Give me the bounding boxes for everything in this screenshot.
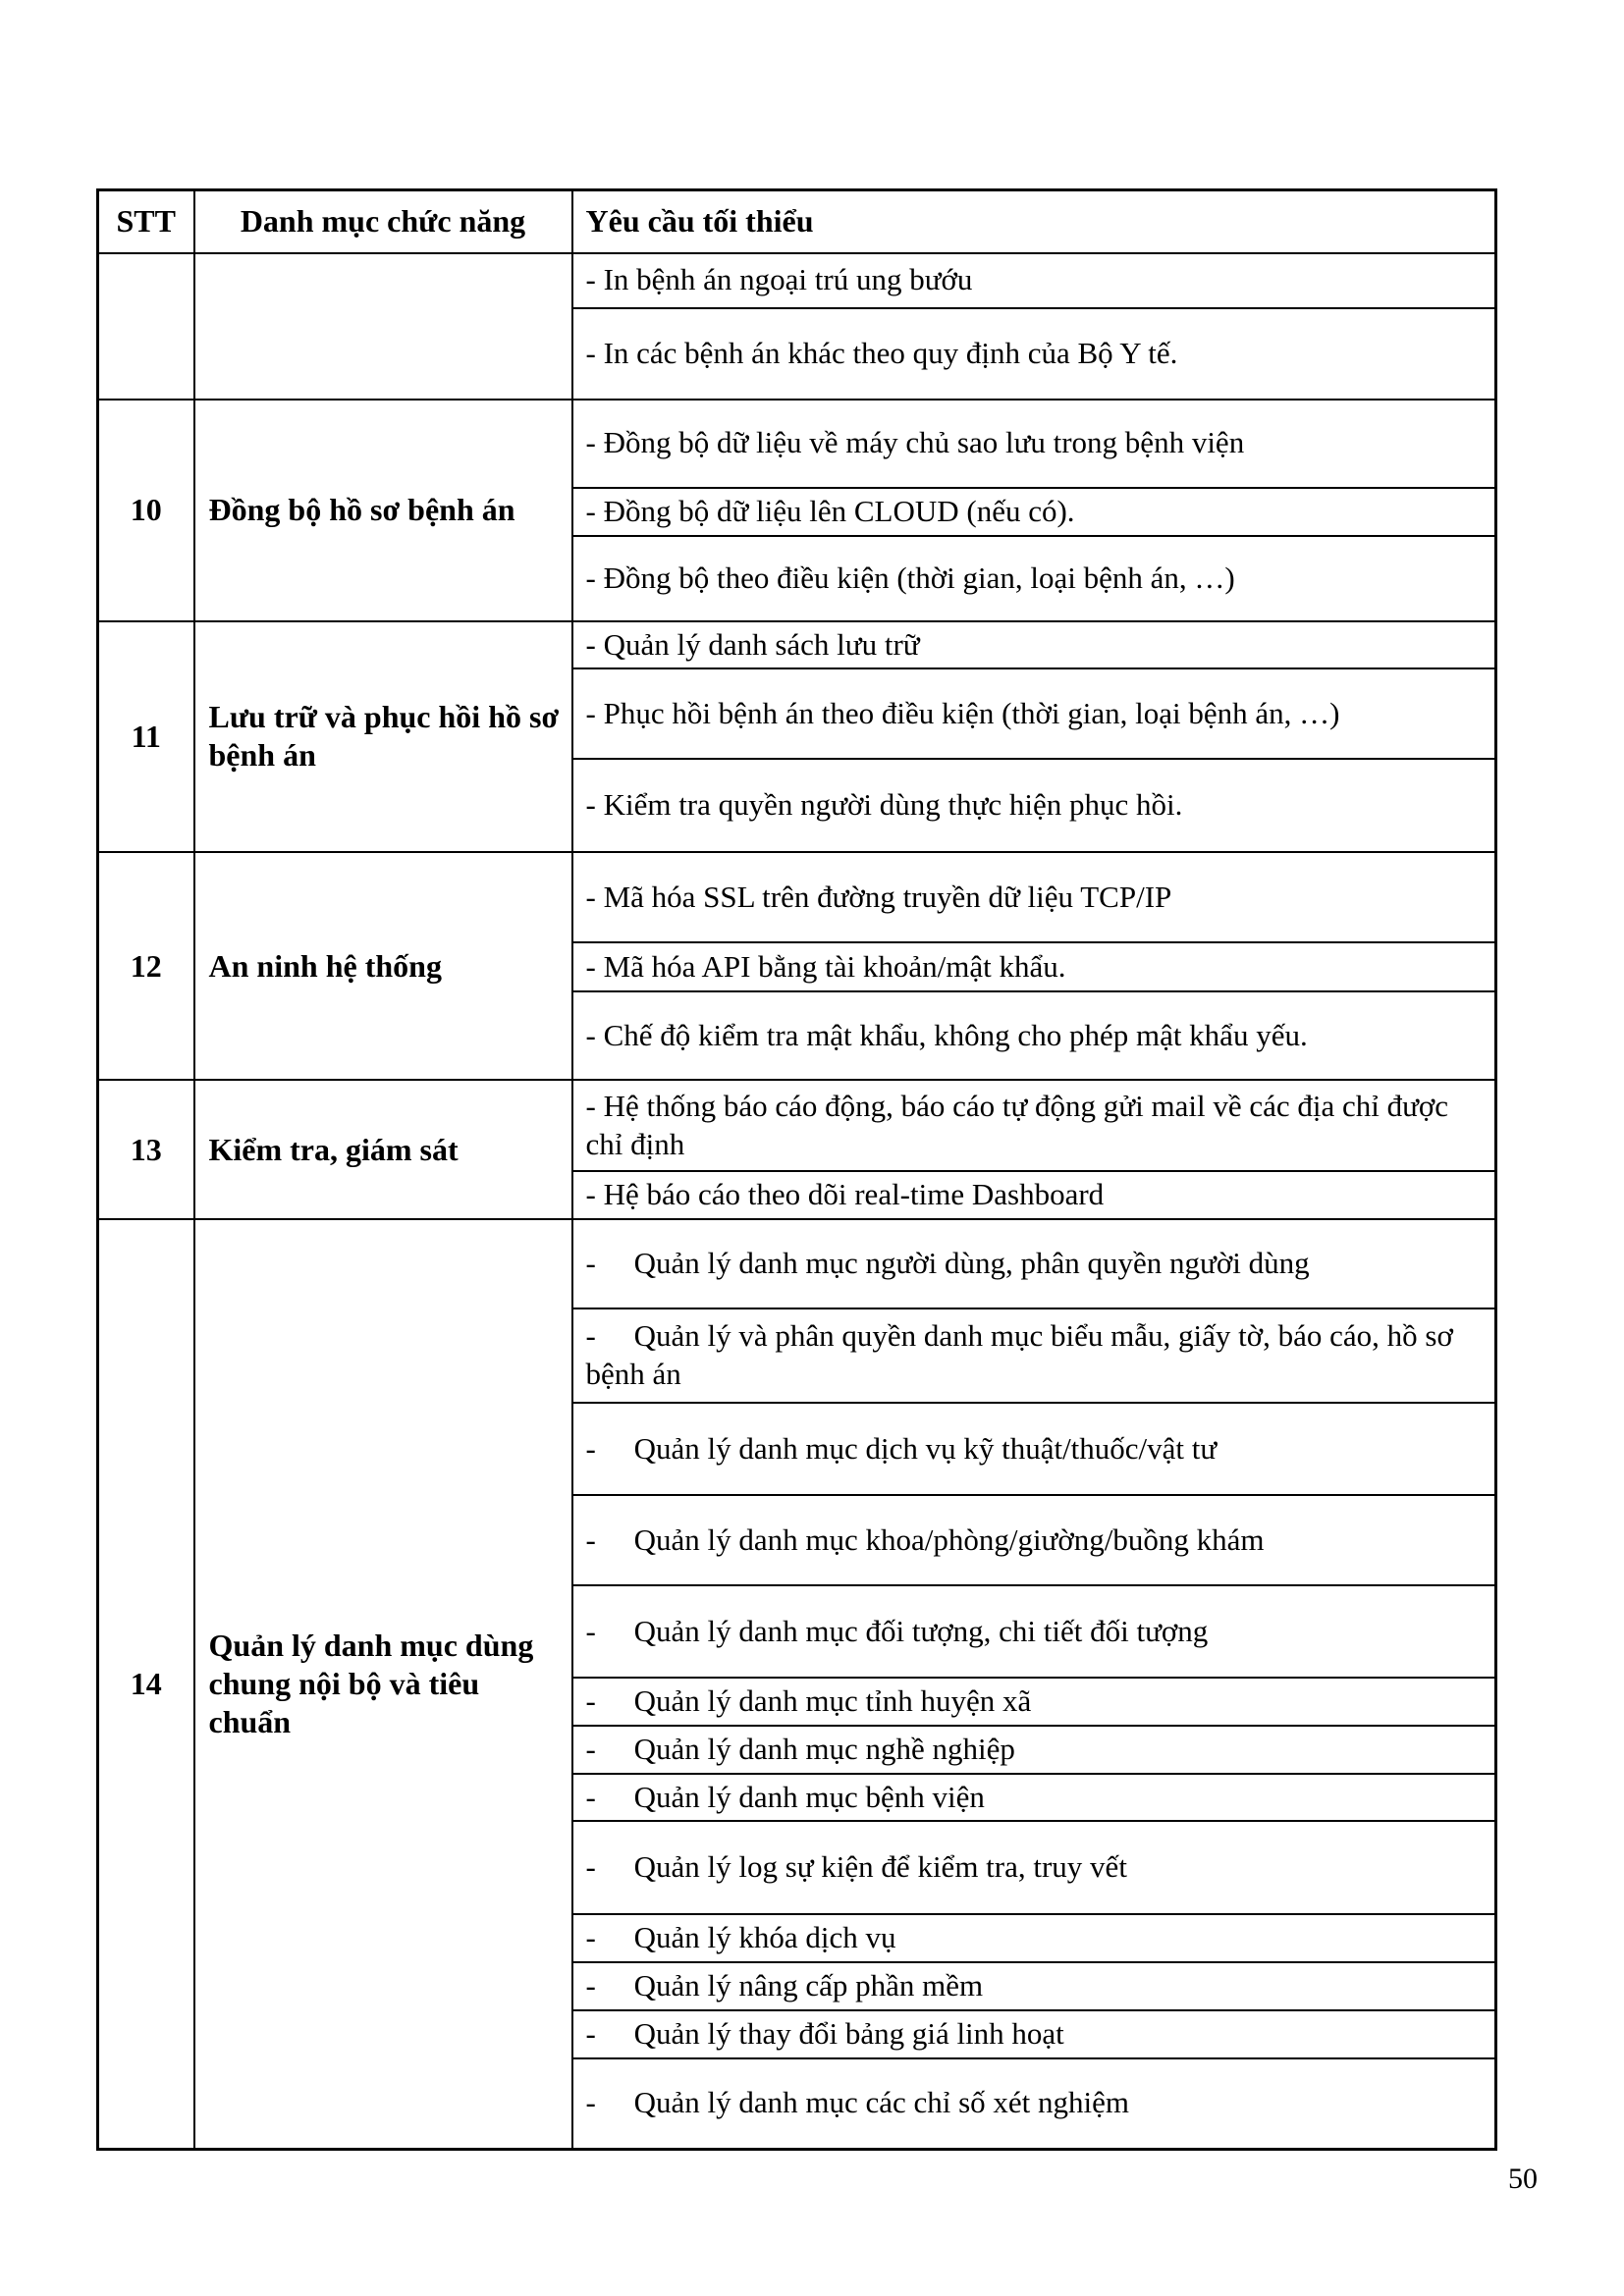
requirement-cell: - Quản lý danh mục người dùng, phân quyền người dùng	[572, 1219, 1496, 1308]
requirement-cell: - Mã hóa API bằng tài khoản/mật khẩu.	[572, 942, 1496, 991]
requirement-cell: - Chế độ kiểm tra mật khẩu, không cho phép mật khẩu yếu.	[572, 991, 1496, 1080]
requirement-cell: - Đồng bộ theo điều kiện (thời gian, loại bệnh án, …)	[572, 536, 1496, 621]
requirement-cell: - Quản lý khóa dịch vụ	[572, 1914, 1496, 1962]
stt-cell: 10	[98, 400, 194, 621]
requirement-cell: - In các bệnh án khác theo quy định của Bộ Y tế.	[572, 308, 1496, 400]
requirement-cell: - Quản lý danh sách lưu trữ	[572, 621, 1496, 669]
requirement-cell: - Quản lý danh mục nghề nghiệp	[572, 1726, 1496, 1774]
stt-cell: 13	[98, 1080, 194, 1219]
requirement-cell: - Hệ báo cáo theo dõi real-time Dashboard	[572, 1171, 1496, 1219]
requirement-cell: - Kiểm tra quyền người dùng thực hiện phục hồi.	[572, 759, 1496, 852]
table-header-row	[98, 190, 1496, 253]
requirement-cell: - In bệnh án ngoại trú ung bướu	[572, 253, 1496, 308]
requirement-cell: - Quản lý nâng cấp phần mềm	[572, 1962, 1496, 2010]
stt-cell: 11	[98, 621, 194, 853]
requirement-cell: - Mã hóa SSL trên đường truyền dữ liệu TCP/IP	[572, 852, 1496, 942]
category-cell: An ninh hệ thống	[194, 852, 572, 1080]
requirement-cell: - Quản lý danh mục khoa/phòng/giường/buồng khám	[572, 1495, 1496, 1585]
requirement-cell: - Quản lý danh mục dịch vụ kỹ thuật/thuốc/vật tư	[572, 1403, 1496, 1495]
category-cell: Quản lý danh mục dùng chung nội bộ và tiêu chuẩn	[194, 1219, 572, 2150]
page-number: 50	[1508, 2163, 1538, 2195]
header-category: Danh mục chức năng	[194, 190, 572, 253]
table-row	[98, 1219, 1496, 1308]
requirement-cell: - Quản lý và phân quyền danh mục biểu mẫu, giấy tờ, báo cáo, hồ sơ bệnh án	[572, 1308, 1496, 1403]
header-requirement: Yêu cầu tối thiểu	[572, 190, 1496, 253]
category-cell: Đồng bộ hồ sơ bệnh án	[194, 400, 572, 621]
requirement-cell: - Quản lý thay đổi bảng giá linh hoạt	[572, 2010, 1496, 2058]
requirement-cell: - Đồng bộ dữ liệu về máy chủ sao lưu trong bệnh viện	[572, 400, 1496, 488]
header-stt: STT	[98, 190, 194, 253]
requirement-cell: - Đồng bộ dữ liệu lên CLOUD (nếu có).	[572, 488, 1496, 536]
requirement-cell: - Quản lý danh mục tỉnh huyện xã	[572, 1678, 1496, 1726]
requirements-table	[96, 188, 1497, 2151]
table-row	[98, 1080, 1496, 1171]
stt-cell: 12	[98, 852, 194, 1080]
requirement-cell: - Quản lý danh mục bệnh viện	[572, 1774, 1496, 1822]
stt-cell: 14	[98, 1219, 194, 2150]
category-cell: Lưu trữ và phục hồi hồ sơ bệnh án	[194, 621, 572, 853]
table-row	[98, 852, 1496, 942]
category-cell	[194, 253, 572, 400]
requirement-cell: - Quản lý log sự kiện để kiểm tra, truy vết	[572, 1821, 1496, 1914]
table-row	[98, 621, 1496, 669]
requirement-cell: - Hệ thống báo cáo động, báo cáo tự động gửi mail về các địa chỉ được chỉ định	[572, 1080, 1496, 1171]
requirement-cell: - Quản lý danh mục các chỉ số xét nghiệm	[572, 2058, 1496, 2150]
category-cell: Kiểm tra, giám sát	[194, 1080, 572, 1219]
stt-cell	[98, 253, 194, 400]
table-row	[98, 400, 1496, 488]
requirement-cell: - Phục hồi bệnh án theo điều kiện (thời gian, loại bệnh án, …)	[572, 668, 1496, 759]
table-row	[98, 253, 1496, 308]
requirement-cell: - Quản lý danh mục đối tượng, chi tiết đối tượng	[572, 1585, 1496, 1678]
